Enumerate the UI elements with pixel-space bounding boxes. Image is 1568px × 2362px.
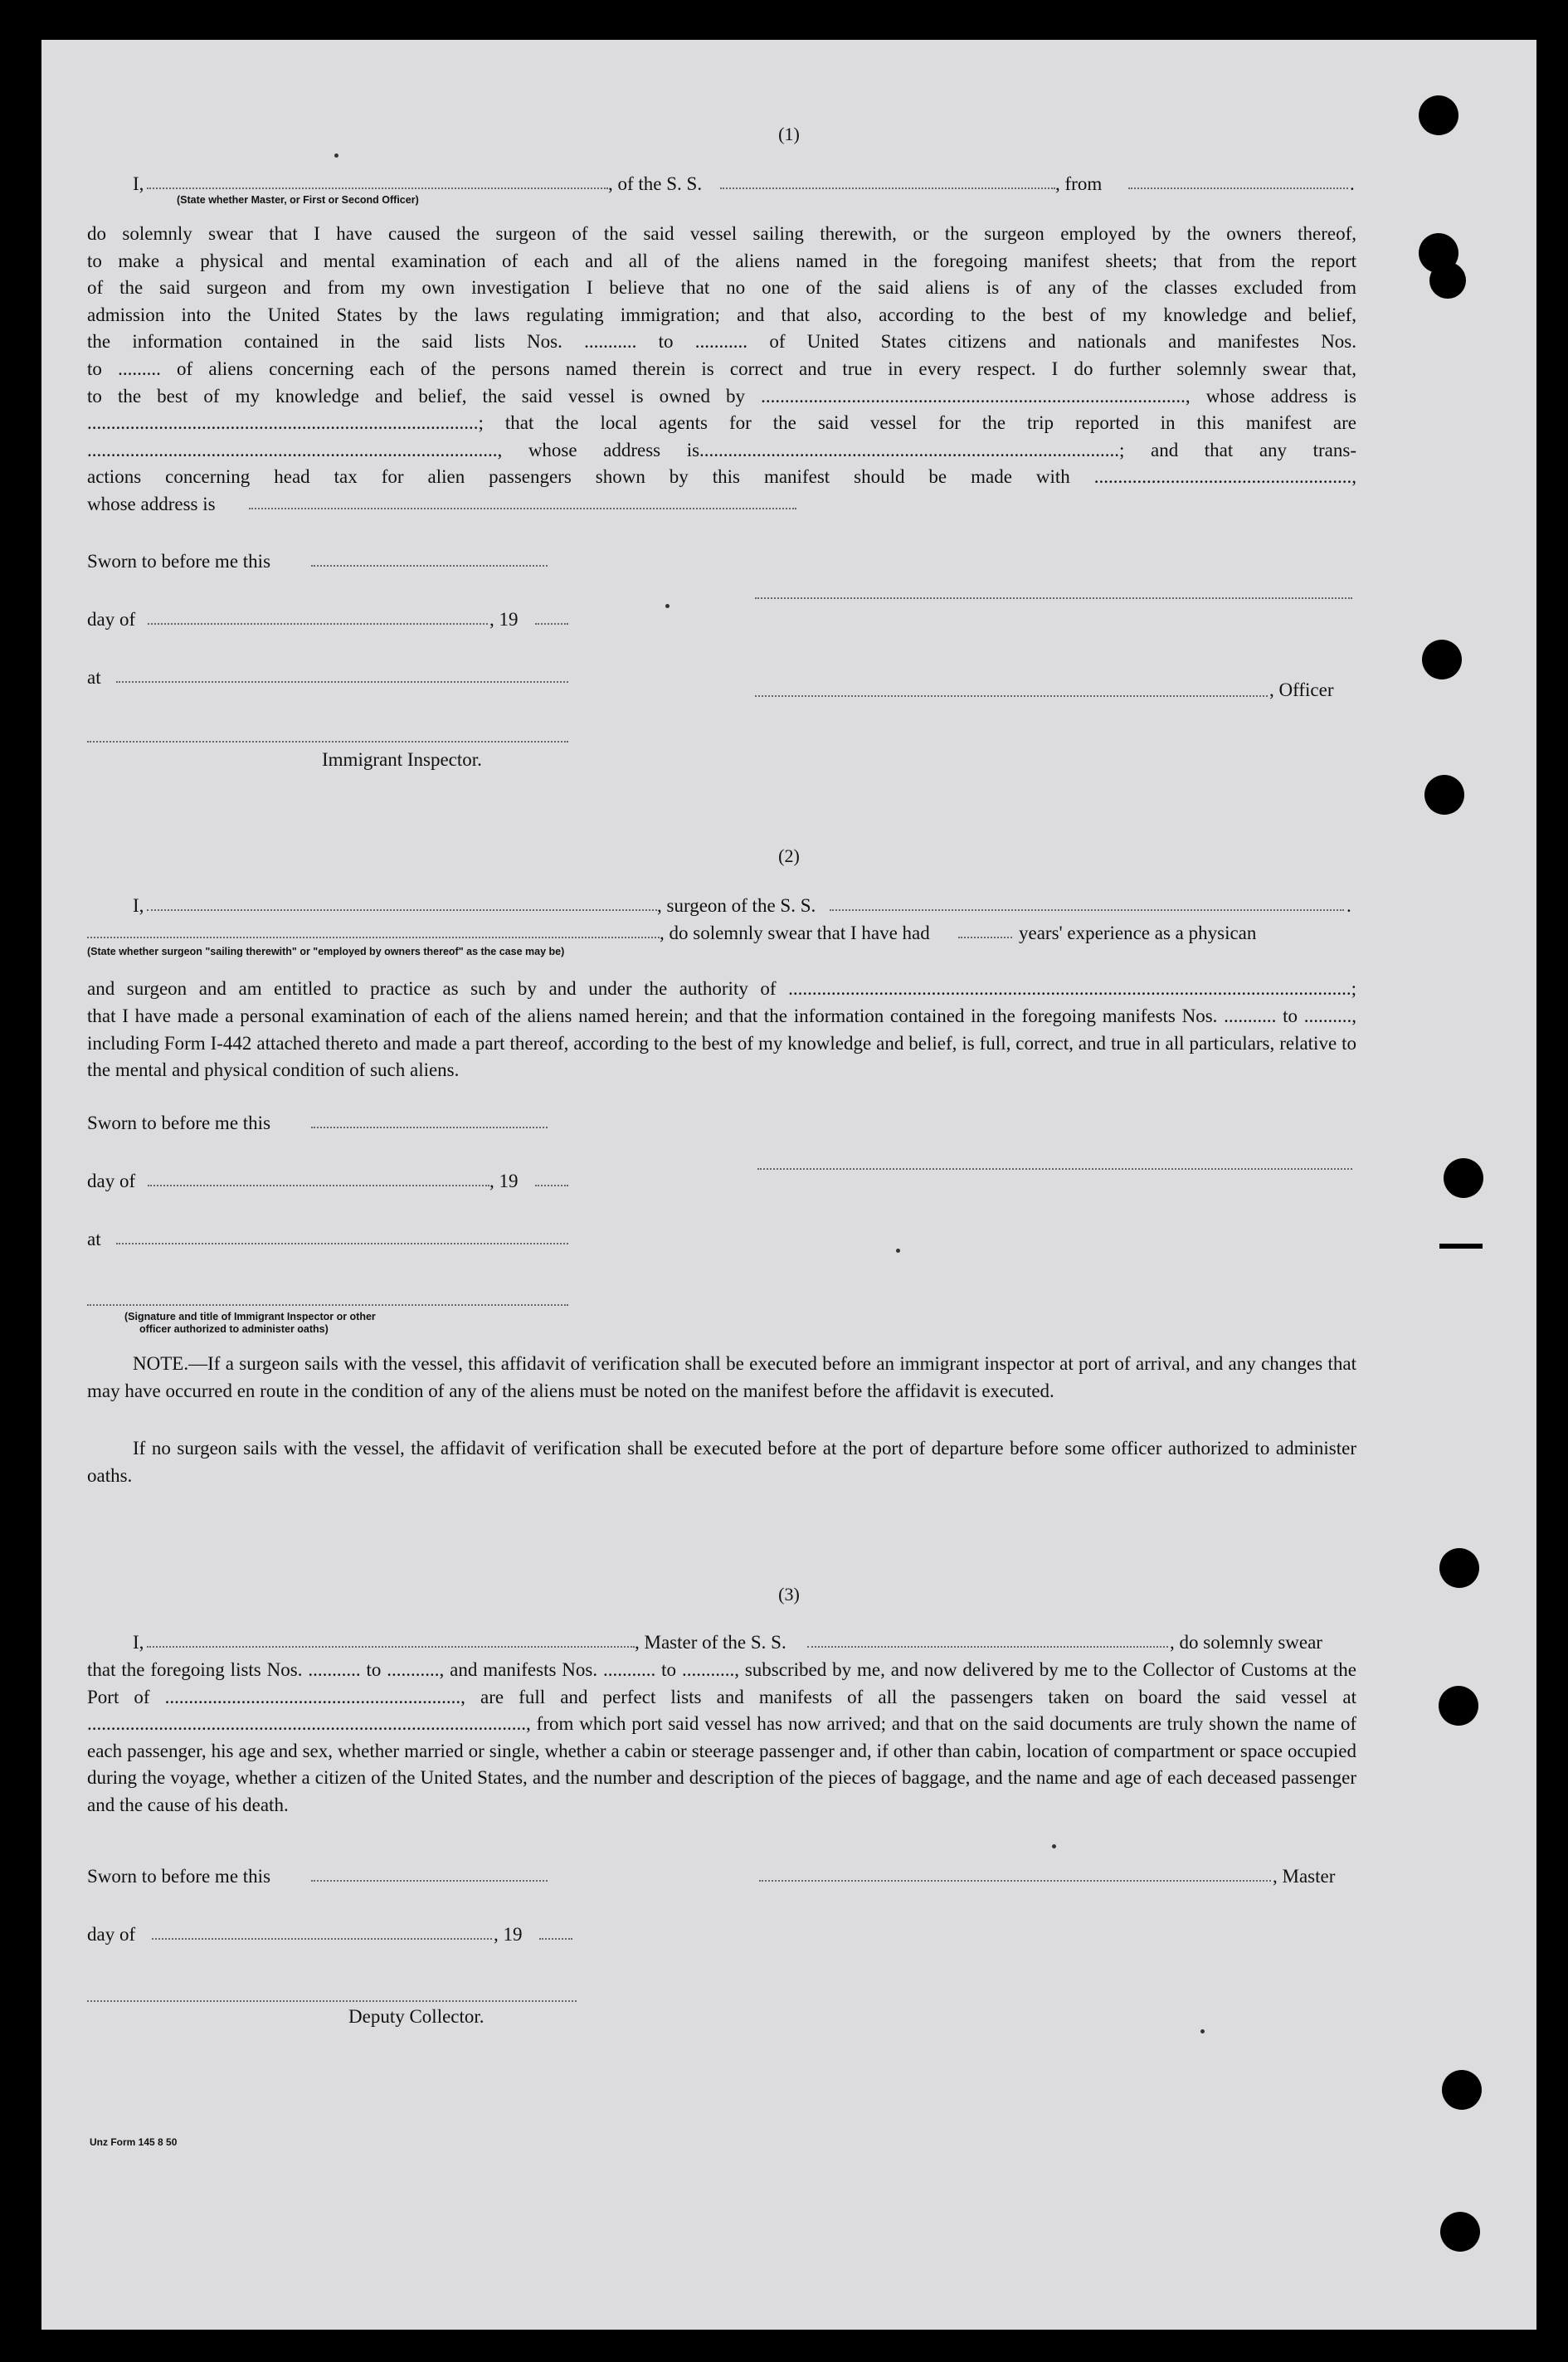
s1-line: ..................................................................................; that the local agents for the said vessel for the trip reported in this manifest are: [87, 412, 1356, 434]
s3-name-blank: [147, 1646, 635, 1648]
s3-sworn-blank: [311, 1880, 548, 1882]
speck: [1200, 2029, 1205, 2033]
s1-officer-note: (State whether Master, or First or Second Officer): [177, 194, 419, 206]
s1-last-line: whose address is: [87, 494, 216, 514]
s1-line: to make a physical and mental examination of each and all of the aliens named in the foregoing manifest sheets; that from the report: [87, 250, 1356, 271]
s1-inspector-blank: [87, 741, 568, 743]
s1-inspector: Immigrant Inspector.: [322, 749, 482, 770]
section-3-heading: (3): [778, 1584, 800, 1605]
s1-line: of the said surgeon and from my own investigation I believe that no one of the said aliens is of any of the classes excluded from: [87, 277, 1356, 299]
s1-officer: , Officer: [1269, 679, 1334, 700]
s1-at-blank: [116, 681, 568, 683]
s2-sig-blank: [757, 1168, 1352, 1170]
s1-opening-ss: , of the S. S.: [608, 173, 703, 194]
s1-body: [87, 221, 1356, 491]
speck: [1052, 1844, 1056, 1848]
form-number: Unz Form 145 8 50: [90, 2136, 178, 2148]
punch-hole: [1442, 2070, 1482, 2110]
s2-swear: , do solemnly swear that I have had: [660, 923, 930, 943]
s3-paragraph: that the foregoing lists Nos. ........... to ..........., and manifests Nos. ........... to ..........., subscribed by me, and now delivered by me to the Collector of Customs at the Port of .............................................................., are full and perfect lists and manifests of all the passengers taken on board the said vessel at ............................................................................................, from which port said vessel has now arrived; and that on the said documents are truly shown the name of each passenger, his age and sex, whether married or single, whether a cabin or steerage passenger and, if other than cabin, location of compartment or space occupied during the voyage, whether a citizen of the United States, and the number and description of the pieces of baggage, and the name and age of each deceased passenger and the cause of his death.: [87, 1659, 1356, 1815]
s2-surgeon-note: (State whether surgeon "sailing therewith" or "employed by owners thereof" as the case may be): [87, 946, 565, 957]
s1-line: ......................................................................................, whose address is........................................................................................; and that any trans-: [87, 439, 1356, 460]
s1-line: admission into the United States by the laws regulating immigration; and that also, according to the best of my knowledge and belief,: [87, 304, 1356, 325]
s2-year-blank: [535, 1185, 568, 1186]
s2-at-blank: [116, 1243, 568, 1244]
s2-opening-i: I,: [133, 895, 144, 916]
speck: [665, 604, 670, 608]
punch-hole: [1429, 262, 1466, 299]
s1-address-blank: [249, 508, 796, 509]
s3-year: , 19: [494, 1924, 523, 1945]
speck: [334, 153, 338, 158]
s3-master-blank: [759, 1880, 1271, 1882]
s2-note-paragraph-2: If no surgeon sails with the vessel, the affidavit of verification shall be executed before at the port of departure before some officer authorized to administer oaths.: [87, 1438, 1356, 1486]
s1-sworn: Sworn to before me this: [87, 551, 271, 572]
s3-opening-ss: , Master of the S. S.: [635, 1632, 786, 1653]
s1-name-blank: [147, 187, 608, 189]
punch-hole: [1440, 2212, 1480, 2252]
s1-ship-blank: [720, 187, 1055, 189]
s2-at: at: [87, 1229, 101, 1249]
s1-day-blank: [148, 623, 488, 625]
s3-ship-blank: [807, 1646, 1168, 1648]
punch-hole: [1439, 1686, 1478, 1726]
s3-opening-i: I,: [133, 1632, 144, 1653]
s3-day-blank: [152, 1938, 492, 1940]
s2-day-blank: [148, 1185, 489, 1186]
s1-year: , 19: [489, 609, 519, 630]
s2-signature-blank: [87, 1304, 568, 1306]
s1-day-of: day of: [87, 609, 136, 630]
s1-line: to ......... of aliens concerning each of the persons named therein is correct and true in every respect. I do further solemnly swear that,: [87, 358, 1356, 379]
s3-master: , Master: [1273, 1866, 1336, 1887]
s2-experience: years' experience as a physican: [1019, 923, 1257, 943]
s3-deputy: Deputy Collector.: [348, 2006, 485, 2027]
s1-opening-i: I,: [133, 173, 144, 194]
punch-hole: [1444, 1158, 1483, 1198]
s3-sworn: Sworn to before me this: [87, 1866, 271, 1887]
s1-line: do solemnly swear that I have caused the surgeon of the said vessel sailing therewith, or the surgeon employed by the owners thereof,: [87, 223, 1356, 244]
s1-sig-blank-1: [755, 597, 1352, 599]
s2-surgeon-blank: [87, 937, 660, 938]
s2-signature-note-2: officer authorized to administer oaths): [139, 1323, 329, 1335]
s2-sworn: Sworn to before me this: [87, 1113, 271, 1133]
s2-year: , 19: [489, 1171, 519, 1191]
s3-opening-end: , do solemnly swear: [1170, 1632, 1322, 1653]
s2-signature-note-1: (Signature and title of Immigrant Inspector or other: [124, 1311, 376, 1322]
s2-opening-ss: , surgeon of the S. S.: [657, 895, 816, 916]
s3-deputy-blank: [87, 2000, 577, 2002]
s1-opening-from: , from: [1055, 173, 1103, 194]
s2-years-blank: [958, 937, 1012, 938]
s3-year-blank: [539, 1938, 572, 1940]
punch-hole: [1422, 640, 1462, 679]
section-1-heading: (1): [778, 124, 800, 144]
manifest-affidavit-page: [41, 40, 1536, 2330]
scratch-mark: [1439, 1244, 1483, 1249]
s1-sworn-blank: [311, 565, 548, 567]
s1-line: the information contained in the said lists Nos. ........... to ........... of United States citizens and nationals and manifestes Nos.: [87, 331, 1356, 353]
s2-opening-end: .: [1346, 895, 1351, 916]
s2-note-paragraph-1: NOTE.—If a surgeon sails with the vessel, this affidavit of verification shall be executed before an immigrant inspector at port of arrival, and any changes that may have occurred en route in the condition of any of the aliens must be noted on the manifest before the affidavit is executed.: [87, 1353, 1356, 1401]
s1-at: at: [87, 667, 101, 688]
s1-line: to the best of my knowledge and belief, the said vessel is owned by ........................................................................................., whose address is: [87, 385, 1356, 407]
s2-line1: and surgeon and am entitled to practice as such by and under the authority of ......................................................................................................................;: [87, 978, 1356, 999]
s2-paragraph: that I have made a personal examination of each of the aliens named herein; and that the information contained in the foregoing manifests Nos. ........... to .........., including Form I-442 attached thereto and made a part thereof, according to the best of my knowledge and belief, is full, correct, and true in all particulars, relative to the mental and physical condition of such aliens.: [87, 1006, 1356, 1081]
speck: [896, 1249, 900, 1253]
s1-from-blank: [1128, 187, 1348, 189]
s1-opening-end: .: [1350, 173, 1355, 194]
s2-day-of: day of: [87, 1171, 136, 1191]
s2-sworn-blank: [311, 1127, 548, 1128]
section-2-heading: (2): [778, 845, 800, 866]
s1-officer-blank: [755, 695, 1268, 697]
s1-line: actions concerning head tax for alien passengers shown by this manifest should be made with ......................................................,: [87, 466, 1356, 488]
s2-name-blank: [147, 909, 657, 911]
s2-ship-blank: [830, 909, 1344, 911]
s1-year-blank: [535, 623, 568, 625]
punch-hole: [1424, 775, 1464, 815]
s3-day-of: day of: [87, 1924, 136, 1945]
